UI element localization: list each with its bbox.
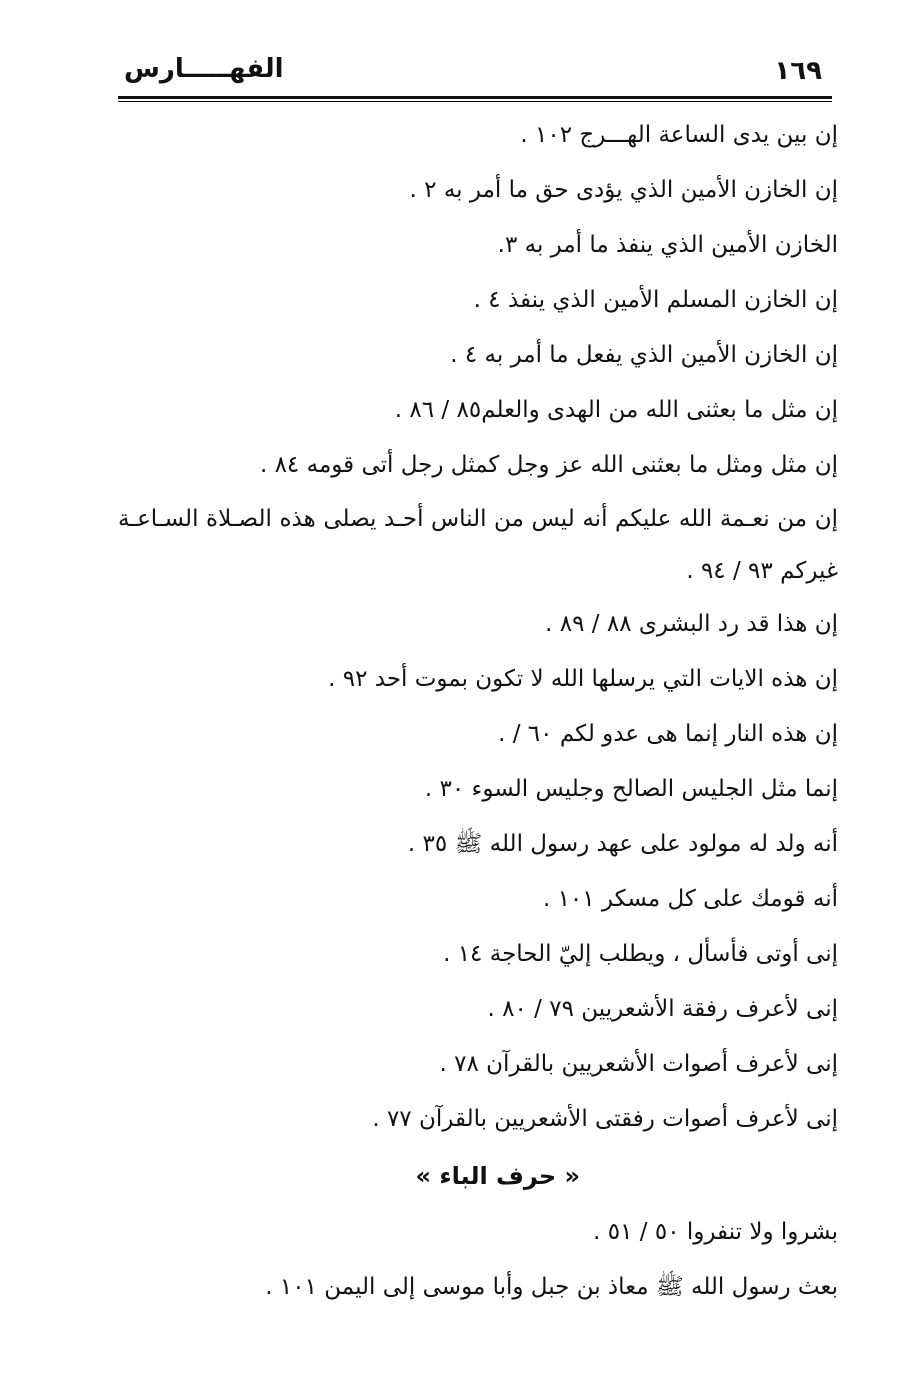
index-entry: بشروا ولا تنفروا ٥٠ / ٥١ . xyxy=(593,1219,838,1245)
page-header xyxy=(118,52,832,92)
index-entry: أنه قومك على كل مسكر ١٠١ . xyxy=(542,886,838,912)
index-entry: إنى لأعرف أصوات الأشعريين بالقرآن ٧٨ . xyxy=(439,1051,838,1077)
index-entry: إن مثل ومثل ما بعثنى الله عز وجل كمثل رجل أتى قومه ٨٤ . xyxy=(259,452,838,478)
index-entry: إن بين يدى الساعة الهـــرج ١٠٢ . xyxy=(520,122,838,148)
section-heading: « حرف الباء » xyxy=(415,1162,580,1190)
index-entry: إن الخازن الأمين الذي يفعل ما أمر به ٤ . xyxy=(450,342,838,368)
running-title: الفهـــــارس xyxy=(124,54,284,84)
index-entry: الخازن الأمين الذي ينفذ ما أمر به ٣. xyxy=(497,232,838,258)
index-entry: إن هذه النار إنما هى عدو لكم ٦٠ / . xyxy=(498,721,838,747)
index-entry: إن مثل ما بعثنى الله من الهدى والعلم٨٥ / ٨٦ . xyxy=(394,397,838,423)
index-entry: إن الخازن الأمين الذي يؤدى حق ما أمر به ٢ . xyxy=(409,177,838,203)
page-number: ١٦٩ xyxy=(774,56,822,86)
index-entry: إنى أوتى فأسأل ، ويطلب إليّ الحاجة ١٤ . xyxy=(443,941,838,967)
index-entry: إنى لأعرف رفقة الأشعريين ٧٩ / ٨٠ . xyxy=(487,996,838,1022)
header-rule-thin xyxy=(118,101,832,102)
index-entry: إنما مثل الجليس الصالح وجليس السوء ٣٠ . xyxy=(424,776,838,802)
header-rule xyxy=(118,96,832,99)
index-entries xyxy=(118,108,838,1315)
index-entry: إنى لأعرف أصوات رفقتى الأشعريين بالقرآن ٧٧ . xyxy=(372,1106,838,1132)
index-entry: إن الخازن المسلم الأمين الذي ينفذ ٤ . xyxy=(473,287,838,313)
index-entry: إن من نعـمة الله عليكم أنه ليس من الناس أحـد يصلى هذه الصـلاة السـاعـة غيركم ٩٣ / ٩٤ . xyxy=(118,506,838,584)
index-entry: إن هذه الايات التي يرسلها الله لا تكون بموت أحد ٩٢ . xyxy=(328,666,838,692)
index-entry: أنه ولد له مولود على عهد رسول الله ﷺ ٣٥ . xyxy=(407,831,838,857)
index-entry: إن هذا قد رد البشرى ٨٨ / ٨٩ . xyxy=(545,611,838,637)
index-entry: بعث رسول الله ﷺ معاذ بن جبل وأبا موسى إلى اليمن ١٠١ . xyxy=(265,1274,838,1300)
